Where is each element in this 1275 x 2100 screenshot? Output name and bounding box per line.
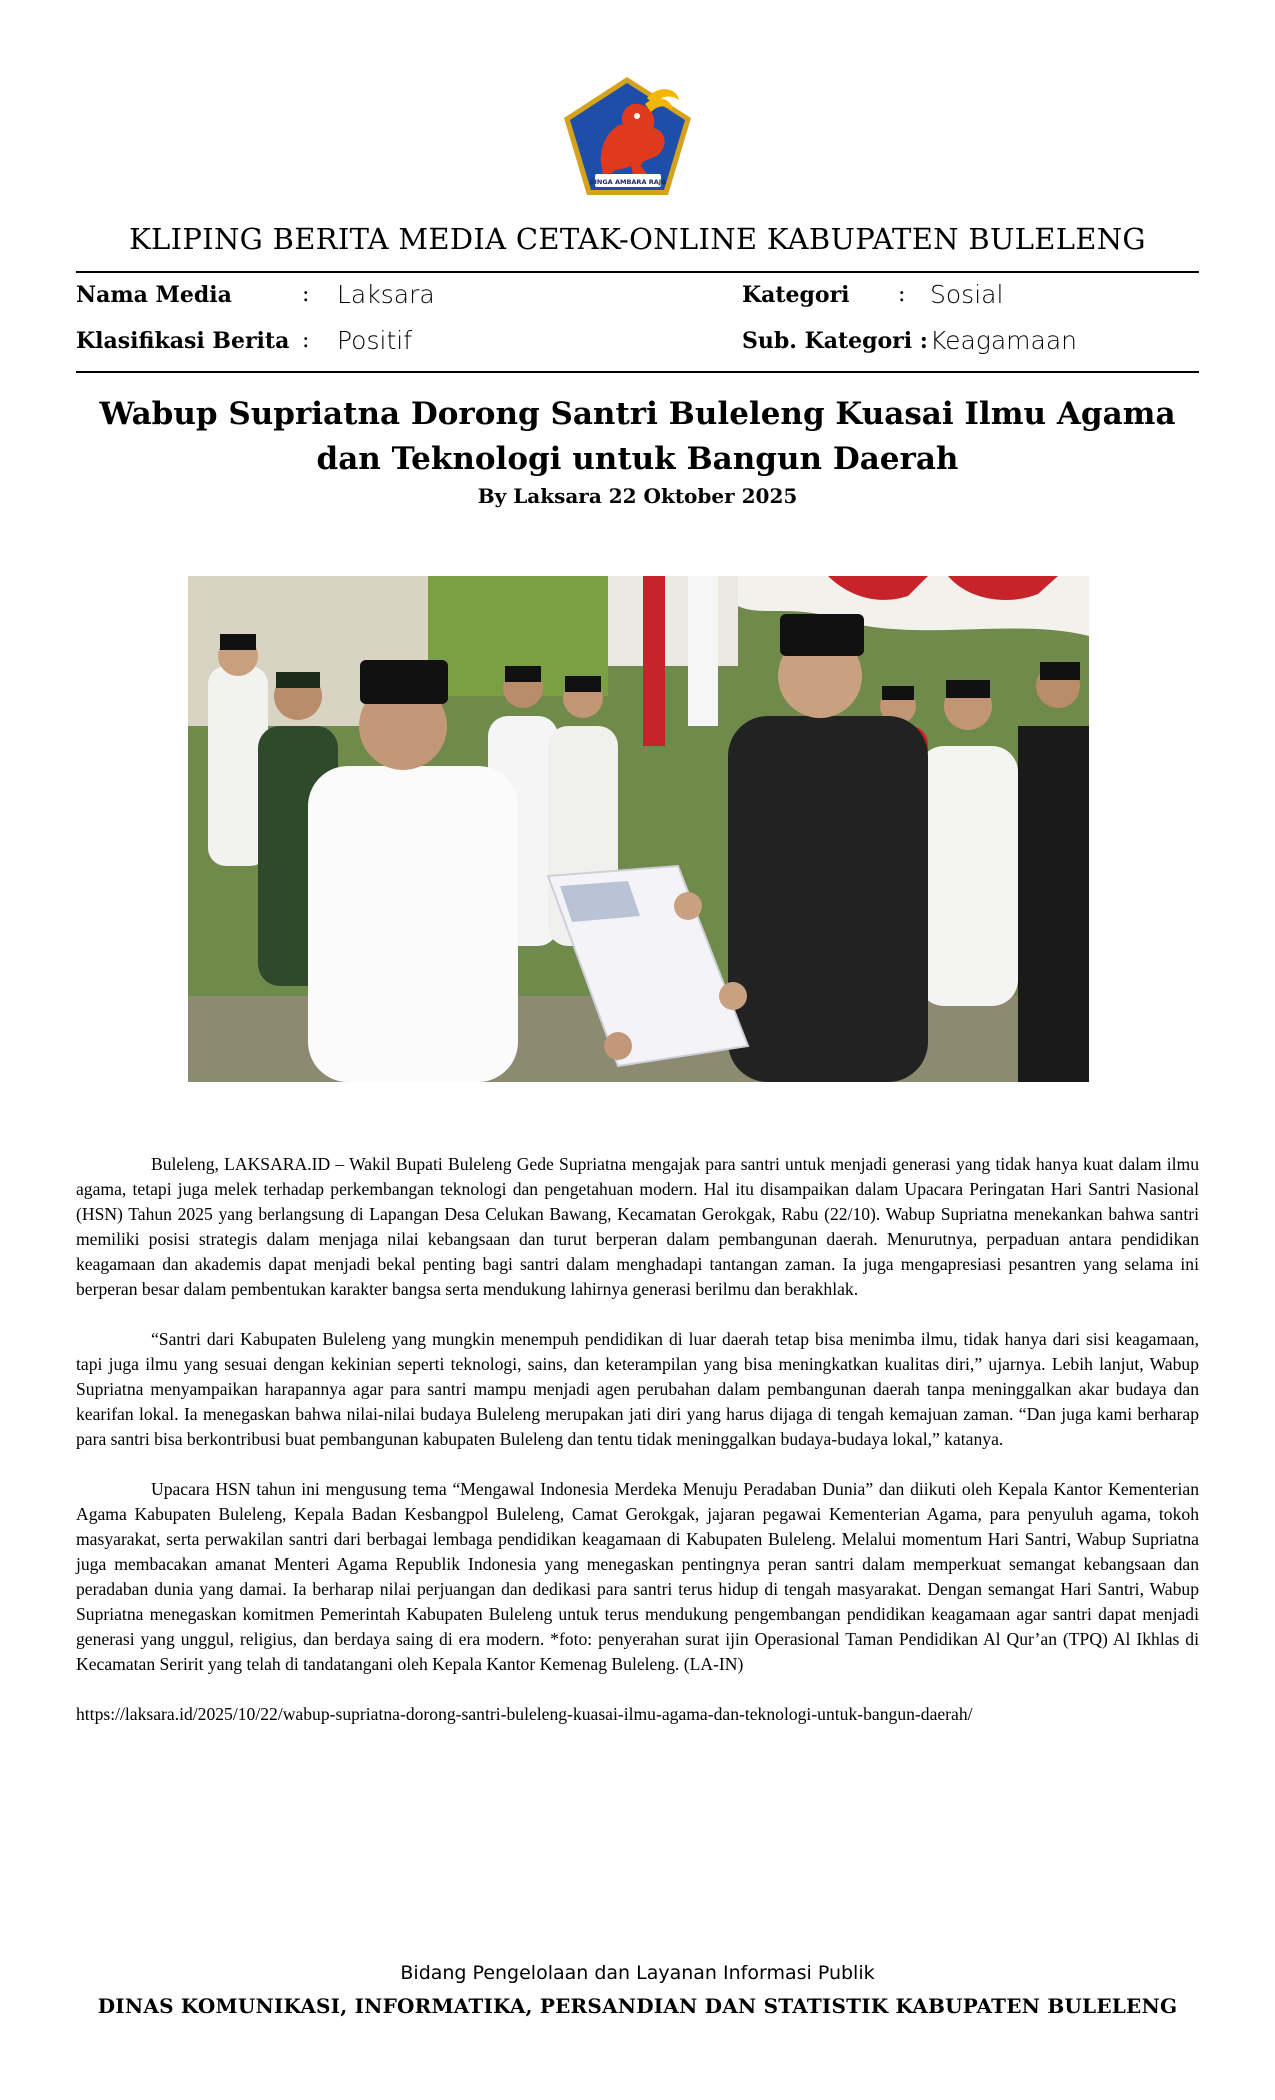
article-byline: By Laksara 22 Oktober 2025 [477, 484, 798, 508]
header-divider-bottom [76, 371, 1199, 373]
klasifikasi-label: Klasifikasi Berita [76, 328, 290, 354]
article-paragraph: “Santri dari Kabupaten Buleleng yang mungkin menempuh pendidikan di luar daerah tetap bisa menimba ilmu, tidak hanya dari sisi keagamaan, tapi juga ilmu yang sesuai dengan kekinian seperti teknologi, sains, dan keterampilan yang bisa meningkatkan kualitas diri,” ujarnya. Lebih lanjut, Wabup Supriatna menyampaikan harapannya agar para santri mampu menjadi agen perubahan dalam pembangunan daerah tanpa meninggalkan akar budaya dan kearifan lokal. Ia menegaskan bahwa nilai-nilai budaya Buleleng merupakan jati diri yang harus dijaga di tengah kemajuan zaman. “Dan juga kami berharap para santri bisa berkontribusi buat pembangunan kabupaten Buleleng dan tentu tidak meninggalkan budaya-budaya lokal,” katanya. [76, 1329, 1199, 1449]
article-headline: Wabup Supriatna Dorong Santri Buleleng Kuasai Ilmu Agama dan Teknologi untuk Bangun Daerah [99, 396, 1176, 477]
svg-text:SINGA AMBARA RAJA: SINGA AMBARA RAJA [589, 178, 667, 186]
footer-department: Bidang Pengelolaan dan Layanan Informasi Publik [400, 1962, 875, 1984]
sub-kategori-label: Sub. Kategori : [742, 328, 928, 354]
page-header-title: KLIPING BERITA MEDIA CETAK-ONLINE KABUPATEN BULELENG [129, 222, 1146, 256]
kategori-value: Sosial [930, 280, 1004, 309]
footer-agency: DINAS KOMUNIKASI, INFORMATIKA, PERSANDIAN DAN STATISTIK KABUPATEN BULELENG [97, 1994, 1178, 2018]
buleleng-logo [561, 74, 694, 198]
meta-colon: : [898, 282, 906, 307]
meta-colon: : [302, 328, 310, 353]
nama-media-label: Nama Media [76, 282, 232, 308]
meta-colon: : [302, 282, 310, 307]
lion-emblem-icon [561, 74, 694, 198]
source-url: https://laksara.id/2025/10/22/wabup-supriatna-dorong-santri-buleleng-kuasai-ilmu-agama-dan-teknologi-untuk-bangun-daerah/ [76, 1704, 973, 1724]
header-divider-top [76, 271, 1199, 273]
kategori-label: Kategori [742, 282, 850, 308]
article-body [76, 1152, 1199, 1752]
article-paragraph: Upacara HSN tahun ini mengusung tema “Mengawal Indonesia Merdeka Menuju Peradaban Dunia” dan diikuti oleh Kepala Kantor Kementerian Agama Kabupaten Buleleng, Kepala Badan Kesbangpol Buleleng, Camat Gerokgak, jajaran pegawai Kementerian Agama, para penyuluh agama, tokoh masyarakat, serta perwakilan santri dari berbagai lembaga pendidikan keagamaan di Kabupaten Buleleng. Melalui momentum Hari Santri, Wabup Supriatna juga membacakan amanat Menteri Agama Republik Indonesia yang menegaskan pentingnya peran santri dalam memperkuat semangat kebangsaan dan peradaban dunia yang damai. Ia berharap nilai perjuangan dan dedikasi para santri terus hidup di tengah masyarakat. Dengan semangat Hari Santri, Wabup Supriatna menegaskan komitmen Pemerintah Kabupaten Buleleng untuk terus mendukung pengembangan pendidikan keagamaan agar santri dapat menjadi generasi yang unggul, religius, dan berdaya saing di era modern. *foto: penyerahan surat ijin Operasional Taman Pendidikan Al Qur’an (TPQ) Al Ikhlas di Kecamatan Seririt yang telah di tandatangani oleh Kepala Kantor Kemenag Buleleng. (LA-IN) [76, 1479, 1199, 1674]
article-paragraph: Buleleng, LAKSARA.ID – Wakil Bupati Buleleng Gede Supriatna mengajak para santri untuk menjadi generasi yang tidak hanya kuat dalam ilmu agama, tetapi juga melek terhadap perkembangan teknologi dan pengetahuan modern. Hal itu disampaikan dalam Upacara Peringatan Hari Santri Nasional (HSN) Tahun 2025 yang berlangsung di Lapangan Desa Celukan Bawang, Kecamatan Gerokgak, Rabu (22/10). Wabup Supriatna menekankan bahwa santri memiliki posisi strategis dalam menjaga nilai kebangsaan dan turut berperan dalam pembangunan daerah. Menurutnya, perpaduan antara pendidikan keagamaan dan akademis dapat menjadi bekal penting bagi santri dalam menghadapi tantangan zaman. Ia juga mengapresiasi pesantren yang selama ini berperan besar dalam pembentukan karakter bangsa serta mendukung lahirnya generasi berilmu dan berakhlak. [76, 1154, 1199, 1299]
article-photo [188, 576, 1089, 1082]
nama-media-value: Laksara [337, 280, 435, 309]
sub-kategori-value: Keagamaan [930, 326, 1078, 355]
klasifikasi-value: Positif [337, 326, 412, 355]
